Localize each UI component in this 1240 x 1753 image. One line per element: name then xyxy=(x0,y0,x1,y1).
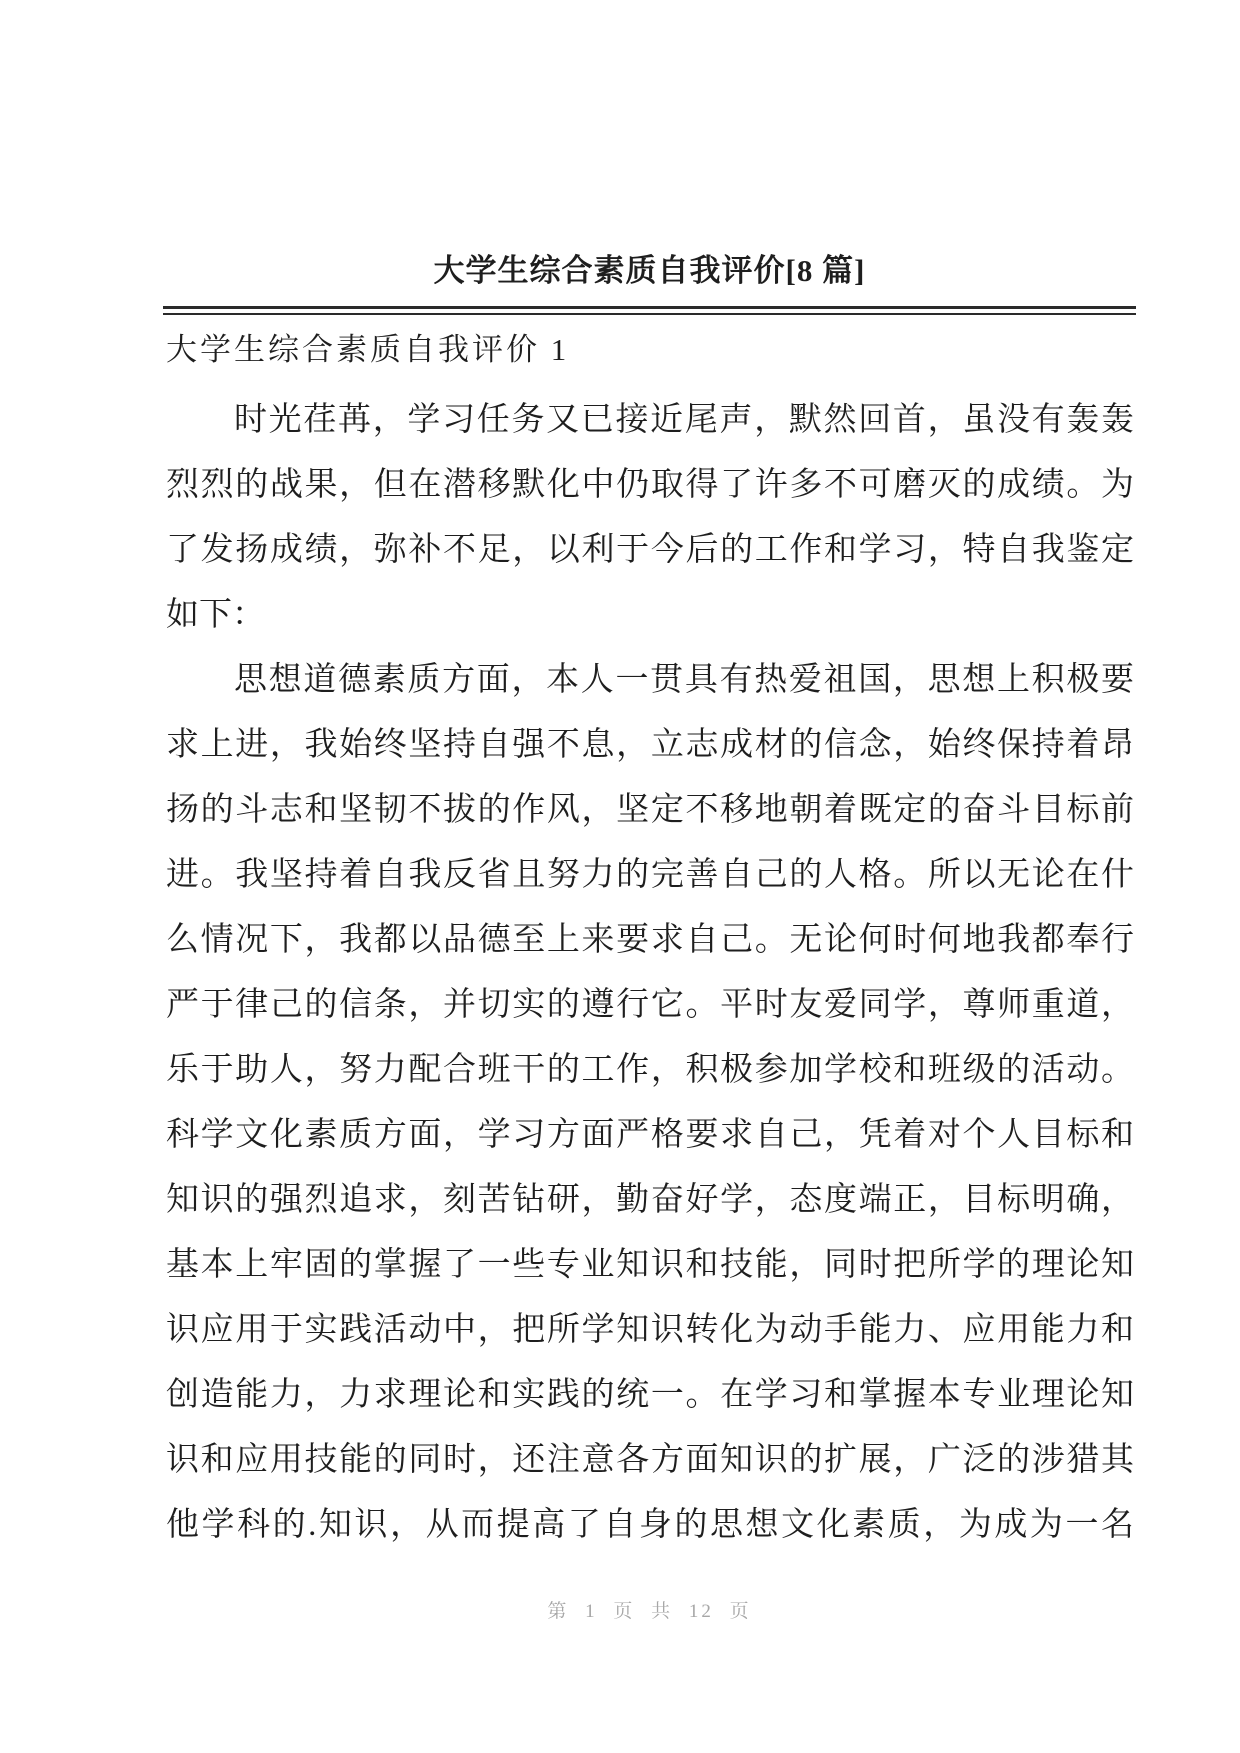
body-text-line: 求上进，我始终坚持自强不息，立志成材的信念，始终保持着昂 xyxy=(166,727,1134,763)
body-text-line: 基本上牢固的掌握了一些专业知识和技能，同时把所学的理论知 xyxy=(166,1247,1134,1283)
body-text-line: 扬的斗志和坚韧不拔的作风，坚定不移地朝着既定的奋斗目标前 xyxy=(166,792,1134,828)
page-number-footer: 第 1 页 共 12 页 xyxy=(547,1601,752,1622)
document-body xyxy=(166,388,1134,1558)
body-text-line: 么情况下，我都以品德至上来要求自己。无论何时何地我都奉行 xyxy=(166,922,1134,958)
body-text-line: 如下： xyxy=(166,597,265,633)
body-text-line: 识应用于实践活动中，把所学知识转化为动手能力、应用能力和 xyxy=(166,1312,1134,1348)
title-divider xyxy=(163,306,1136,315)
body-text-line: 创造能力，力求理论和实践的统一。在学习和掌握本专业理论知 xyxy=(166,1377,1134,1413)
body-text-line: 识和应用技能的同时，还注意各方面知识的扩展，广泛的涉猎其 xyxy=(166,1442,1134,1478)
body-text-line: 思想道德素质方面，本人一贯具有热爱祖国，思想上积极要 xyxy=(234,662,1134,698)
body-text-line: 知识的强烈追求，刻苦钻研，勤奋好学，态度端正，目标明确， xyxy=(166,1182,1134,1218)
body-text-line: 烈烈的战果，但在潜移默化中仍取得了许多不可磨灭的成绩。为 xyxy=(166,467,1134,503)
body-text-line: 严于律己的信条，并切实的遵行它。平时友爱同学，尊师重道， xyxy=(166,987,1134,1023)
document-title: 大学生综合素质自我评价[8 篇] xyxy=(433,253,866,288)
body-text-line: 科学文化素质方面，学习方面严格要求自己，凭着对个人目标和 xyxy=(166,1117,1134,1153)
body-text-line: 时光荏苒，学习任务又已接近尾声，默然回首，虽没有轰轰 xyxy=(234,402,1134,438)
body-text-line: 乐于助人，努力配合班干的工作，积极参加学校和班级的活动。 xyxy=(166,1052,1134,1088)
body-text-line: 进。我坚持着自我反省且努力的完善自己的人格。所以无论在什 xyxy=(166,857,1134,893)
section-heading: 大学生综合素质自我评价 1 xyxy=(166,332,570,367)
body-text-line: 他学科的.知识，从而提高了自身的思想文化素质，为成为一名 xyxy=(166,1507,1134,1543)
body-text-line: 了发扬成绩，弥补不足，以利于今后的工作和学习，特自我鉴定 xyxy=(166,532,1134,568)
